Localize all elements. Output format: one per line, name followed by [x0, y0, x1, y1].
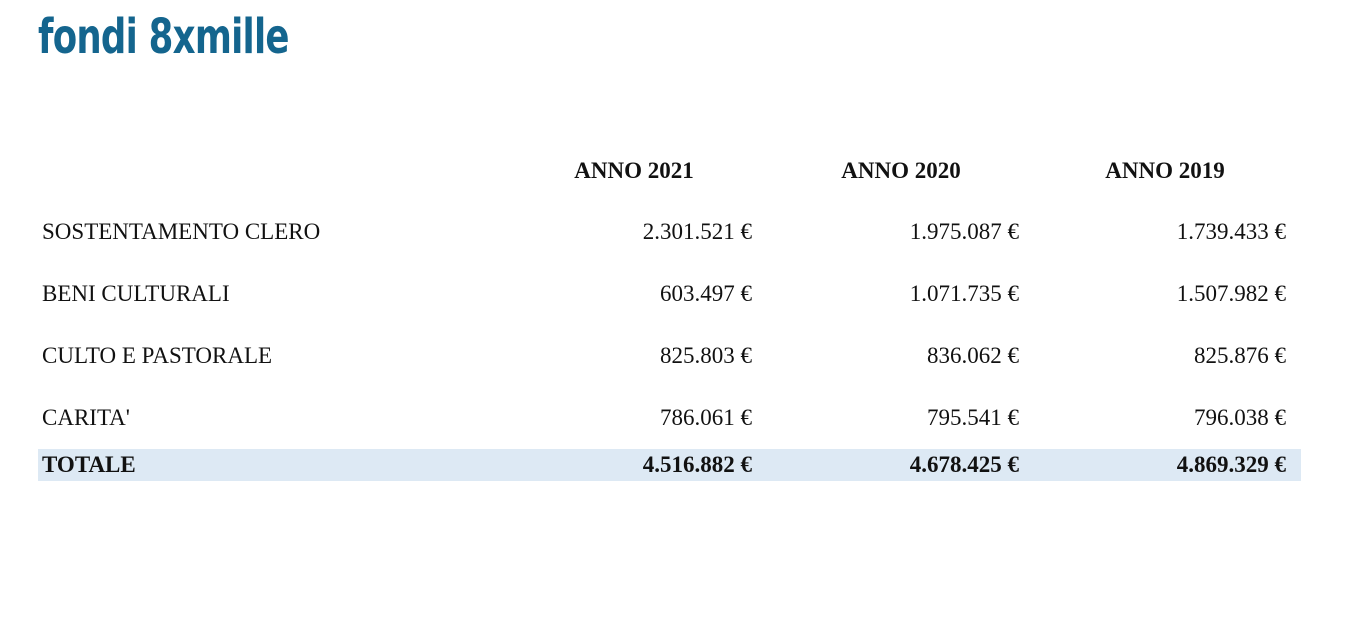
- value-2021: 786.061 €: [660, 405, 752, 430]
- row-label: CARITA': [42, 405, 130, 430]
- table-row-carita: [38, 387, 1301, 449]
- total-2021: 4.516.882 €: [642, 452, 752, 477]
- value-2020: 836.062 €: [927, 343, 1019, 368]
- row-label: BENI CULTURALI: [42, 281, 230, 306]
- value-2021: 603.497 €: [660, 281, 752, 306]
- row-label: SOSTENTAMENTO CLERO: [42, 219, 321, 244]
- column-header-2021: ANNO 2021: [574, 158, 694, 183]
- table-header-row: [38, 141, 1301, 201]
- page-title: fondi 8xmille: [38, 9, 289, 65]
- value-2021: 2.301.521 €: [642, 219, 752, 244]
- value-2019: 825.876 €: [1194, 343, 1286, 368]
- column-header-2019: ANNO 2019: [1105, 158, 1225, 183]
- total-2019: 4.869.329 €: [1176, 452, 1286, 477]
- value-2020: 1.071.735 €: [909, 281, 1019, 306]
- table-total-row: [38, 449, 1301, 481]
- column-header-2020: ANNO 2020: [841, 158, 961, 183]
- row-label: CULTO E PASTORALE: [42, 343, 273, 368]
- total-2020: 4.678.425 €: [909, 452, 1019, 477]
- total-label: TOTALE: [42, 452, 136, 477]
- value-2021: 825.803 €: [660, 343, 752, 368]
- value-2019: 1.507.982 €: [1176, 281, 1286, 306]
- table-row-beni-culturali: [38, 263, 1301, 325]
- value-2020: 795.541 €: [927, 405, 1019, 430]
- funds-table: [38, 141, 1301, 481]
- value-2019: 1.739.433 €: [1176, 219, 1286, 244]
- value-2020: 1.975.087 €: [909, 219, 1019, 244]
- table-row-culto-e-pastorale: [38, 325, 1301, 387]
- value-2019: 796.038 €: [1194, 405, 1286, 430]
- table-row-sostentamento-clero: [38, 201, 1301, 263]
